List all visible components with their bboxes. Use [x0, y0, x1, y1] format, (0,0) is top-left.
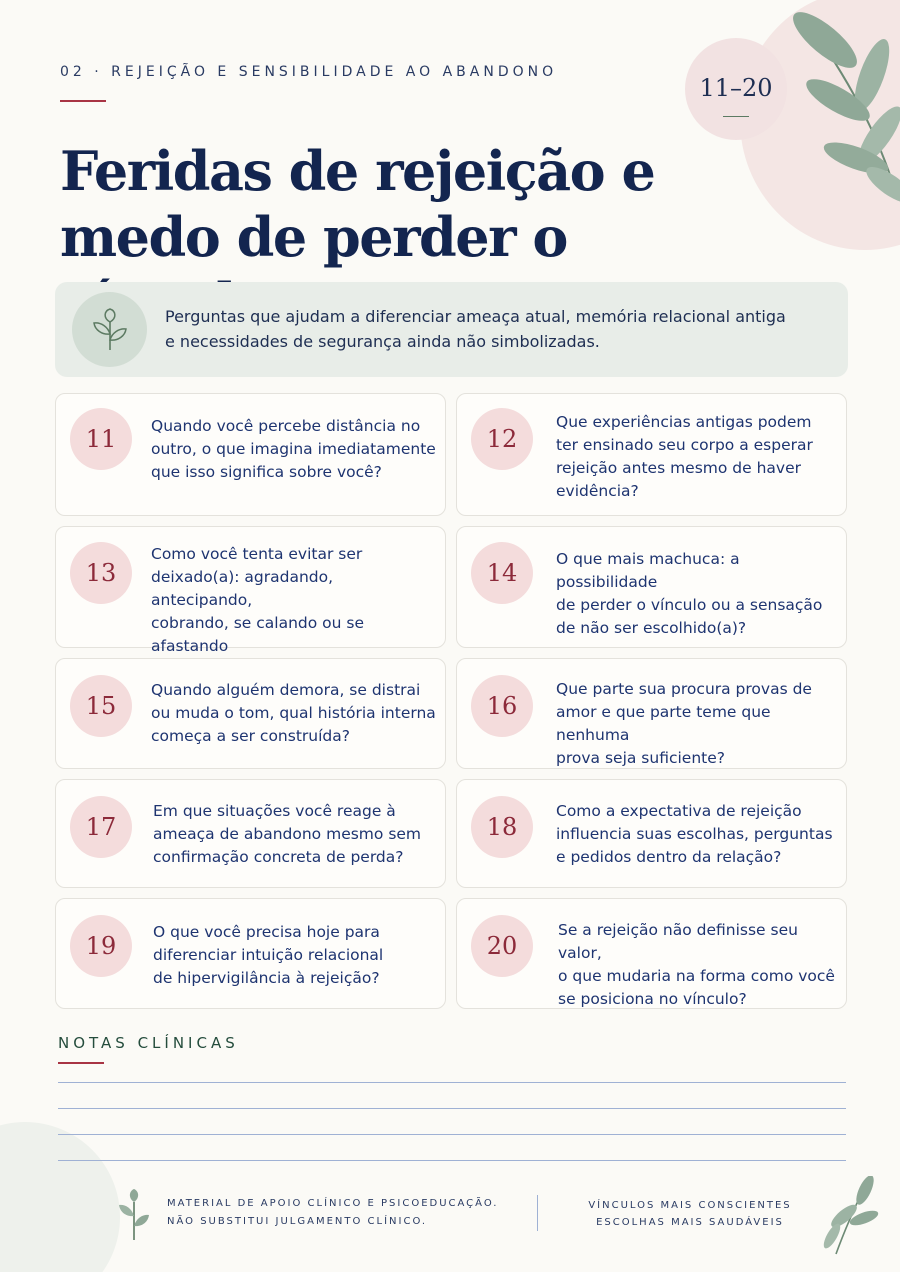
question-card: [55, 658, 446, 769]
notes-rule: [58, 1062, 104, 1064]
sprout-icon: [115, 1188, 153, 1242]
intro-box: [55, 282, 848, 377]
title-line-2: medo de perder o: [60, 205, 567, 269]
question-text: Quando você percebe distância no outro, o que imagina imediatamente que isso significa sobre você?: [151, 417, 436, 481]
question-number-badge: 17: [70, 796, 132, 858]
decorative-blob: [0, 1122, 120, 1272]
question-text: O que mais machuca: a possibilidade de perder o vínculo ou a sensação de não ser escolhido(a)?: [556, 550, 823, 637]
question-number-badge: 11: [70, 408, 132, 470]
intro-text: [165, 304, 825, 354]
question-text: O que você precisa hoje para diferenciar intuição relacional de hipervigilância à rejeição?: [153, 923, 384, 987]
note-line: [58, 1134, 846, 1135]
question-number-badge: 16: [471, 675, 533, 737]
question-number-badge: 13: [70, 542, 132, 604]
range-label: 11–20: [699, 74, 773, 102]
question-text: Que parte sua procura provas de amor e que parte teme que nenhuma prova seja suficiente?: [556, 680, 812, 767]
notes-title: NOTAS CLÍNICAS: [58, 1034, 239, 1052]
question-number-badge: 18: [471, 796, 533, 858]
footer-tagline: VÍNCULOS MAIS CONSCIENTES ESCOLHAS MAIS SAUDÁVEIS: [588, 1200, 792, 1228]
eyebrow-rule: [60, 100, 106, 102]
leaf-branch-icon: [818, 1176, 880, 1256]
question-card: [55, 898, 446, 1009]
question-text: Se a rejeição não definisse seu valor, o que mudaria na forma como você se posiciona no vínculo?: [558, 921, 835, 1008]
question-text: Quando alguém demora, se distrai ou muda o tom, qual história interna começa a ser construída?: [151, 681, 436, 745]
section-eyebrow: 02 · REJEIÇÃO E SENSIBILIDADE AO ABANDONO: [60, 64, 558, 80]
question-text: Em que situações você reage à ameaça de abandono mesmo sem confirmação concreta de perda?: [153, 802, 422, 866]
note-line: [58, 1108, 846, 1109]
footer-divider: [537, 1195, 538, 1231]
question-card: [456, 526, 847, 648]
question-card: [456, 898, 847, 1009]
question-text: Que experiências antigas podem ter ensinado seu corpo a esperar rejeição antes mesmo de haver evidência?: [556, 413, 813, 500]
question-number-badge: 12: [471, 408, 533, 470]
intro-line-1: Perguntas que ajudam a diferenciar ameaça atual, memória relacional antiga: [165, 307, 786, 326]
question-range-badge: [685, 38, 787, 140]
question-card: [456, 393, 847, 516]
badge-rule: [723, 116, 749, 117]
question-number-badge: 20: [471, 915, 533, 977]
note-line: [58, 1082, 846, 1083]
question-number-badge: 15: [70, 675, 132, 737]
question-number-badge: 14: [471, 542, 533, 604]
note-line: [58, 1160, 846, 1161]
question-card: [456, 658, 847, 769]
title-line-1: Feridas de rejeição e: [60, 139, 655, 203]
question-card: [55, 779, 446, 888]
question-card: [55, 526, 446, 655]
question-card: [456, 779, 847, 888]
sprout-icon: [72, 292, 147, 367]
question-text: Como a expectativa de rejeição influencia suas escolhas, perguntas e pedidos dentro da relação?: [556, 802, 833, 866]
question-text: Como você tenta evitar ser deixado(a): agradando, antecipando, cobrando, se calando ou se afastando: [151, 545, 364, 655]
footer-disclaimer: MATERIAL DE APOIO CLÍNICO E PSICOEDUCAÇÃO. NÃO SUBSTITUI JULGAMENTO CLÍNICO.: [167, 1198, 499, 1227]
intro-line-2: e necessidades de segurança ainda não simbolizadas.: [165, 332, 600, 351]
question-card: [55, 393, 446, 516]
leaf-branch-icon: [780, 0, 900, 230]
question-number-badge: 19: [70, 915, 132, 977]
